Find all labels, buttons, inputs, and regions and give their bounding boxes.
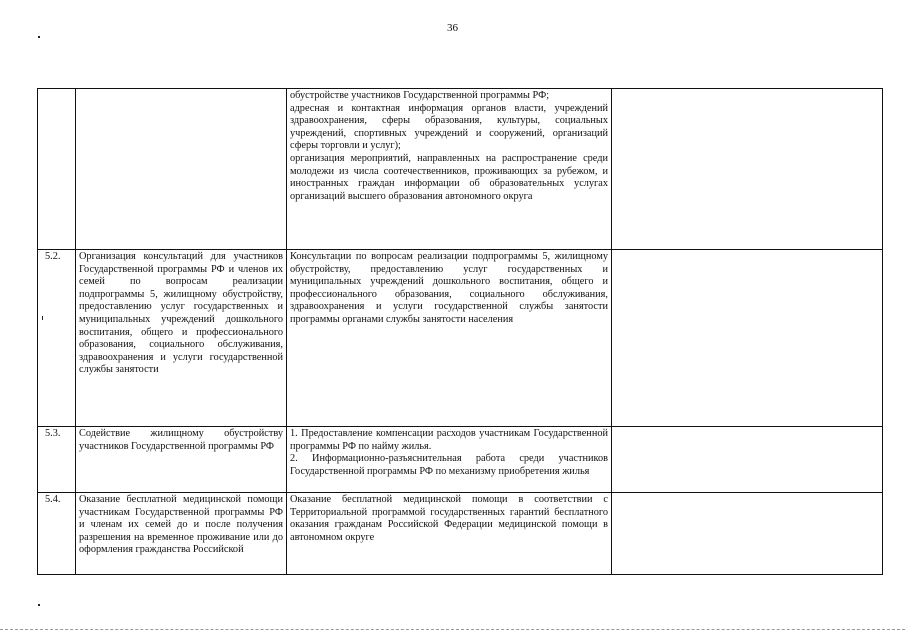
scan-speck: [38, 36, 40, 38]
content-paragraph: обустройстве участников Государственной программы РФ;: [290, 90, 550, 101]
measure-content: [287, 89, 612, 250]
table-row: [38, 89, 883, 250]
content-paragraph: Консультации по вопросам реализации подпрограммы 5, жилищному обустройству, предоставлению услуг государственных и муниципальных учреждений дошкольного воспитания, общего и профессионального образования, социального обслуживания, здравоохранения и услуги государственной службы занятости программы органами службы занятости населения: [290, 251, 608, 325]
row-number: [38, 89, 76, 250]
page-bottom-rule: [0, 629, 905, 631]
measure-name: Содействие жилищному обустройству участников Государственной программы РФ: [76, 427, 287, 493]
table-row: [38, 493, 883, 575]
table-row: [38, 427, 883, 493]
content-item: 2. Информационно-разъяснительная работа среди участников Государственной программы РФ по механизму приобретения жилья: [290, 453, 608, 477]
measure-content: [287, 250, 612, 427]
content-paragraph: адресная и контактная информация органов власти, учреждений здравоохранения, сферы образования, культуры, социальных учреждений, спортивных учреждений и сооружений, организаций сферы торговли и услуг);: [290, 102, 608, 152]
content-paragraph: Оказание бесплатной медицинской помощи в соответствии с Территориальной программой государственных гарантий бесплатного оказания гражданам Российской Федерации медицинской помощи в автономном округе: [290, 494, 608, 543]
row-number: 5.2.: [38, 250, 76, 427]
measure-name: [76, 89, 287, 250]
content-item: 1. Предоставление компенсации расходов участникам Государственной программы РФ по найму жилья.: [290, 428, 608, 452]
row-number: 5.4.: [38, 493, 76, 575]
extra-cell: [612, 493, 883, 575]
measure-name: Оказание бесплатной медицинской помощи участникам Государственной программы РФ и членам их семей до и после получения разрешения на временное проживание или до оформления гражданства Российской: [76, 493, 287, 575]
table-row: [38, 250, 883, 427]
content-paragraph: организация мероприятий, направленных на распространение среди молодежи из числа соотечественников, проживающих за рубежом, и иностранных граждан информации об образовательных услугах организаций высшего образования автономного округа: [290, 152, 608, 202]
measure-content: [287, 427, 612, 493]
measure-name: Организация консультаций для участников Государственной программы РФ и членов их семей по вопросам реализации подпрограммы 5, жилищному обустройству, предоставлению услуг государственных и муниципальных учреждений дошкольного воспитания, общего и профессионального образования, социального обслуживания, здравоохранения и услуги государственной службы занятости: [76, 250, 287, 427]
row-number: 5.3.: [38, 427, 76, 493]
scan-speck: [38, 604, 40, 606]
extra-cell: [612, 89, 883, 250]
extra-cell: [612, 250, 883, 427]
page-number: 36: [447, 22, 458, 34]
extra-cell: [612, 427, 883, 493]
measure-content: [287, 493, 612, 575]
program-measures-table: [37, 88, 883, 575]
